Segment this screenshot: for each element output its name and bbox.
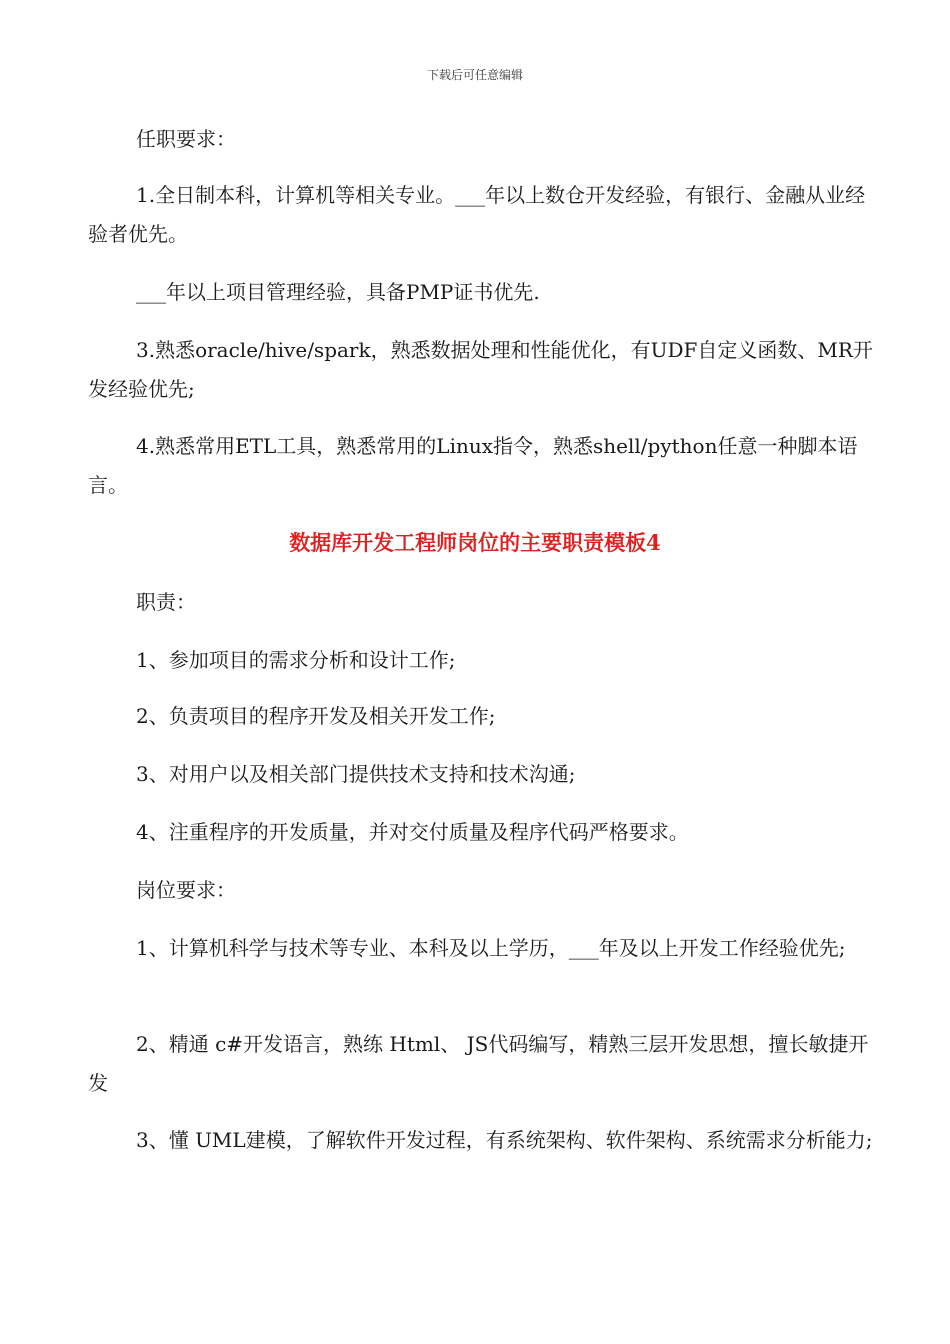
paragraph-duties-heading: 职责：	[136, 590, 196, 614]
paragraph-position-requirement-1: 1、计算机科学与技术等专业、本科及以上学历，___年及以上开发工作经验优先;	[136, 936, 846, 960]
paragraph-position-requirement-2: 2、精通 c#开发语言，熟练 Html、 JS代码编写，精熟三层开发思想，擅长敏捷开发	[88, 1032, 869, 1095]
paragraph-duty-1: 1、参加项目的需求分析和设计工作;	[136, 648, 456, 672]
paragraph-duty-2: 2、负责项目的程序开发及相关开发工作;	[136, 704, 496, 728]
section-title: 数据库开发工程师岗位的主要职责模板4	[289, 530, 661, 555]
paragraph-position-requirements-heading: 岗位要求：	[136, 878, 236, 902]
paragraph-duty-4: 4、注重程序的开发质量，并对交付质量及程序代码严格要求。	[136, 820, 689, 844]
paragraph-duty-3: 3、对用户以及相关部门提供技术支持和技术沟通;	[136, 762, 576, 786]
paragraph-position-requirement-3: 3、懂 UML建模，了解软件开发过程，有系统架构、软件架构、系统需求分析能力;	[136, 1128, 873, 1152]
paragraph-requirement-1: 1.全日制本科，计算机等相关专业。___年以上数仓开发经验，有银行、金融从业经验者优先。	[88, 183, 866, 246]
paragraph-requirement-2: ___年以上项目管理经验，具备PMP证书优先.	[136, 280, 540, 304]
page-header: 下载后可任意编辑	[426, 68, 523, 82]
paragraph-job-requirements-heading: 任职要求：	[136, 127, 236, 151]
paragraph-requirement-3: 3.熟悉oracle/hive/spark，熟悉数据处理和性能优化，有UDF自定义函数、MR开发经验优先;	[88, 338, 873, 401]
paragraph-requirement-4: 4.熟悉常用ETL工具，熟悉常用的Linux指令，熟悉shell/python任意一种脚本语言。	[88, 434, 858, 497]
